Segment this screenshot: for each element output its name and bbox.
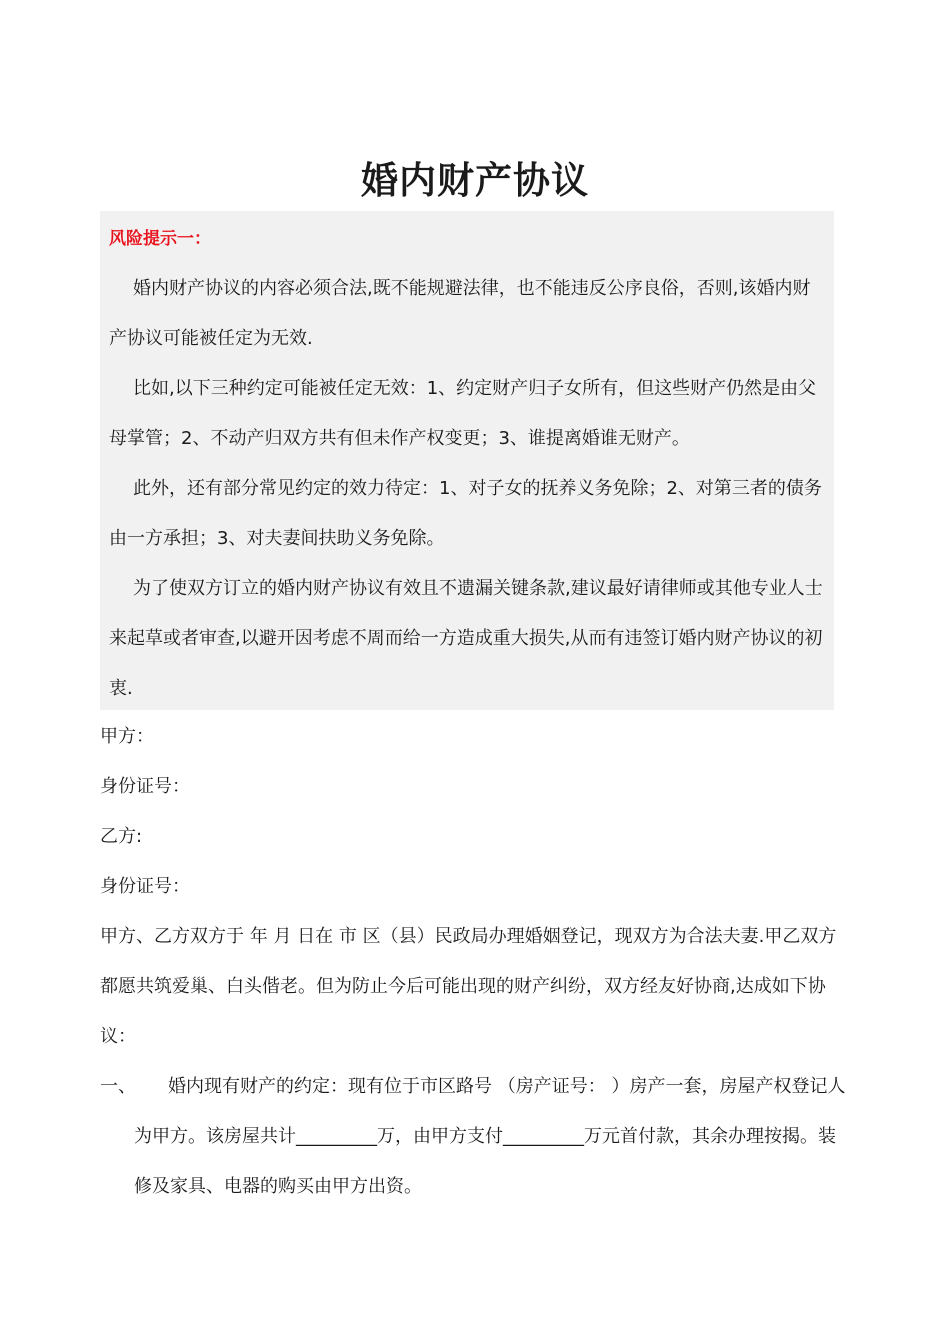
risk-paragraph-3: 此外，还有部分常见约定的效力待定：1、对子女的抚养义务免除；2、对第三者的债务由一方承担；3、对夫妻间扶助义务免除。: [109, 478, 822, 549]
risk-notice-heading: 风险提示一：: [109, 229, 211, 249]
document-title: 婚内财产协议: [361, 159, 589, 202]
party-a-field: 甲方：: [100, 726, 154, 747]
intro-paragraph: 甲方、乙方双方于 年 月 日在 市 区（县）民政局办理婚姻登记，现双方为合法夫妻.甲乙双方都愿共筑爱巢、白头偕老。但为防止今后可能出现的财产纠纷，双方经友好协商,达成如下协议：: [100, 926, 837, 1047]
clause-1: [100, 1062, 852, 1212]
party-b-id-field: 身份证号：: [100, 876, 190, 897]
clauses-section: [100, 1062, 852, 1212]
intro-section: [100, 912, 852, 1062]
party-fields: [100, 712, 852, 912]
clause-1-number: 一、: [100, 1076, 136, 1097]
party-b-field: 乙方:: [100, 826, 143, 847]
risk-paragraph-2: 比如,以下三种约定可能被任定无效：1、约定财产归子女所有，但这些财产仍然是由父母掌管；2、不动产归双方共有但未作产权变更；3、谁提离婚谁无财产。: [109, 378, 817, 449]
clause-1-text: 婚内现有财产的约定：现有位于市区路号 （房产证号： ）房产一套，房屋产权登记人为甲方。该房屋共计_________万，由甲方支付_________万元首付款，其余办理按揭。装修及家具、电器的购买由甲方出资。: [134, 1076, 846, 1197]
risk-paragraph-4: 为了使双方订立的婚内财产协议有效且不遗漏关键条款,建议最好请律师或其他专业人士来起草或者审查,以避开因考虑不周而给一方造成重大损失,从而有违签订婚内财产协议的初衷.: [109, 578, 823, 699]
risk-notice-box: [100, 211, 834, 710]
risk-paragraph-1: 婚内财产协议的内容必须合法,既不能规避法律，也不能违反公序良俗，否则,该婚内财产协议可能被任定为无效.: [109, 278, 811, 349]
party-a-id-field: 身份证号：: [100, 776, 190, 797]
